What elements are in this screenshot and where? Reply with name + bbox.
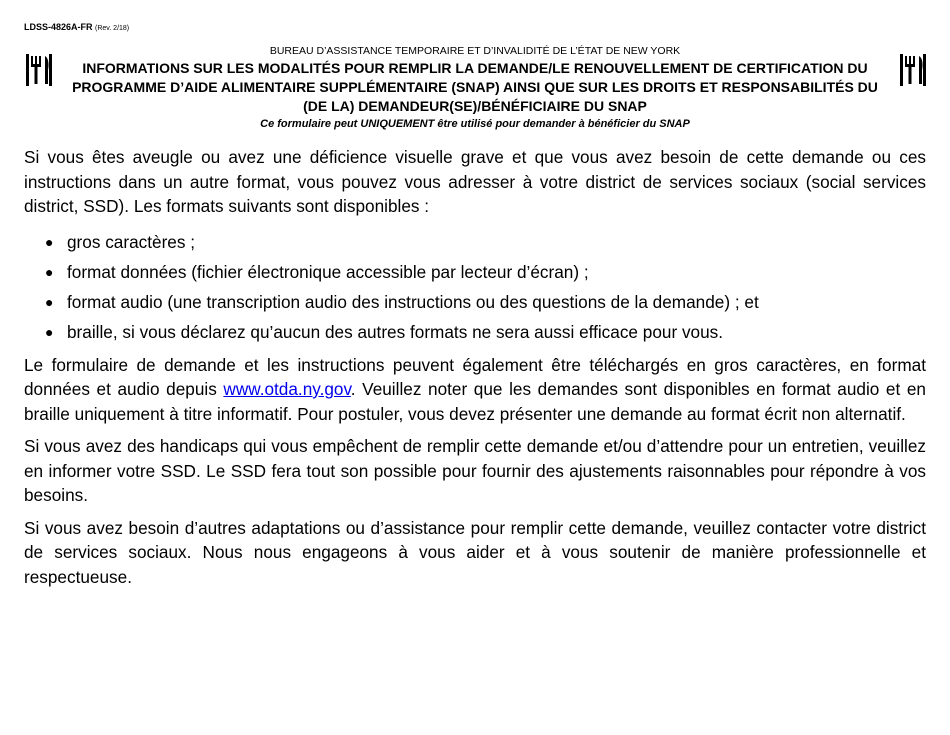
assistance-paragraph: Si vous avez besoin d’autres adaptations ou d’assistance pour remplir cette demande, veuillez contacter votre district de services sociaux. Nous nous engageons à vous aider et à vous soutenir de manière professionnelle et respectueuse.	[24, 517, 926, 587]
bullet-icon: ●	[45, 233, 54, 250]
bullet-icon: ●	[45, 323, 54, 340]
document-subtitle: Ce formulaire peut UNIQUEMENT être utilisé pour demander à bénéficier du SNAP	[260, 118, 690, 130]
document-title: INFORMATIONS SUR LES MODALITÉS POUR REMPLIR LA DEMANDE/LE RENOUVELLEMENT DE CERTIFICATION DU PROGRAMME D’AIDE ALIMENTAIRE SUPPLÉMENTAIRE (SNAP) AINSI QUE SUR LES DROITS ET RESPONSABILITÉS DU (DE LA) DEMANDEUR(SE)/BÉNÉFICIAIRE DU SNAP	[72, 60, 878, 114]
format-list	[24, 227, 926, 347]
list-item	[24, 227, 926, 257]
intro-paragraph: Si vous êtes aveugle ou avez une déficience visuelle grave et que vous avez besoin de cette demande ou ces instructions dans un autre format, vous pouvez vous adresser à votre district de services sociaux (social services district, SSD). Les formats suivants sont disponibles :	[24, 147, 926, 216]
bullet-icon: ●	[45, 263, 54, 280]
download-text-after: . Veuillez noter que les demandes sont disponibles en format audio et en braille uniquement à titre informatif. Pour postuler, vous devez présenter une demande au format écrit non alternatif.	[24, 379, 926, 424]
list-item-text: format audio (une transcription audio des instructions ou des questions de la demande) ; et	[67, 291, 759, 312]
document-header	[60, 45, 890, 132]
document-body	[24, 145, 926, 597]
handicap-paragraph: Si vous avez des handicaps qui vous empêchent de remplir cette demande et/ou d’attendre pour un entretien, veuillez en informer votre SSD. Le SSD fera tout son possible pour fournir des ajustements raisonnables pour répondre à vos besoins.	[24, 436, 926, 505]
snap-fork-knife-logo-icon	[900, 54, 926, 86]
form-revision: (Rev. 2/18)	[95, 25, 130, 32]
list-item	[24, 257, 926, 287]
download-paragraph	[24, 353, 926, 427]
bullet-icon: ●	[45, 293, 54, 310]
otda-website-link[interactable]: www.otda.ny.gov	[223, 379, 351, 399]
form-code-number: LDSS-4826A-FR	[24, 22, 93, 32]
list-item	[24, 317, 926, 347]
list-item	[24, 287, 926, 317]
list-item-text: gros caractères ;	[67, 231, 195, 252]
list-item-text: format données (fichier électronique accessible par lecteur d’écran) ;	[67, 261, 589, 282]
download-text-before: Le formulaire de demande et les instructions peuvent également être téléchargés en gros caractères, en format données et audio depuis	[24, 354, 926, 399]
snap-fork-knife-logo-icon	[26, 54, 52, 86]
agency-name: BUREAU D’ASSISTANCE TEMPORAIRE ET D’INVALIDITÉ DE L’ÉTAT DE NEW YORK	[269, 45, 681, 57]
list-item-text: braille, si vous déclarez qu’aucun des autres formats ne sera aussi efficace pour vous.	[67, 321, 724, 342]
form-code	[24, 22, 129, 32]
